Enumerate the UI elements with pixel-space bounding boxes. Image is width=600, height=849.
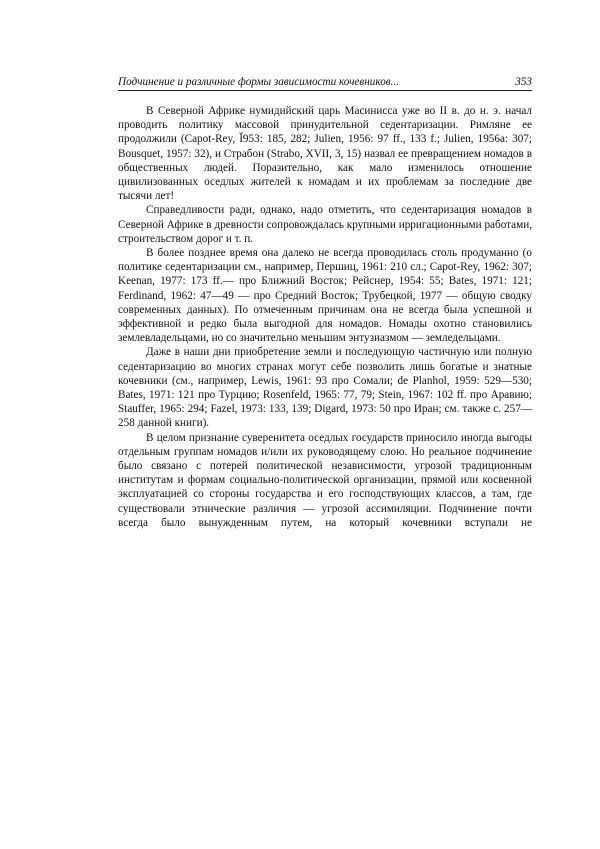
paragraph-5: В целом признание суверенитета оседлых государств приносило иногда выгоды отдельным группам номадов и/или их руководящему слою. Но реальное подчинение было связано с потерей политической независимости, угрозой традиционным институтам и формам социально-политической организации, прямой или косвенной эксплуатацией со стороны государства и его господствующих классов, а там, где существовали этнические различия — угрозой ассимиляции. Подчинение почти всегда было вынужденным путем, на который кочевники вступали не bbox=[118, 431, 532, 529]
running-title: Подчинение и различные формы зависимости кочевников... bbox=[118, 76, 400, 88]
paragraph-3: В более позднее время она далеко не всегда проводилась столь продуманно (о политике седентаризации см., например, Першиц, 1961: 210 сл.; Capot-Rey, 1962: 307; Keenan, 1977: 173 ff.— про Ближний Восток; Рейснер, 1954: 55; Bates, 1971: 121; Ferdinand, 1962: 47—49 — про Средний Восток; Трубецкой, 1977 — общую сводку современных данных). По отмеченным причинам она не всегда была успешной и эффективной и редко была выгодной для номадов. Номады охотно становились землевладельцами, но со значительно меньшим энтузиазмом — земледельцами. bbox=[118, 247, 532, 345]
paragraph-4: Даже в наши дни приобретение земли и последующую частичную или полную седентаризацию во многих странах могут себе позволить лишь богатые и знатные кочевники (см., например, Lewis, 1961: 93 про Сомали; de Planhol, 1959: 529—530; Bates, 1971: 121 про Турцию; Rosenfeld, 1965: 77, 79; Stein, 1967: 102 ff. про Аравию; Stauffer, 1965: 294; Fazel, 1973: 133, 139; Digard, 1973: 50 про Иран; см. также с. 257—258 данной книги). bbox=[118, 346, 532, 430]
paragraph-2: Справедливости ради, однако, надо отметить, что седентаризация номадов в Северной Африке в древности сопровождалась крупными ирригационными работами, строительством дорог и т. п. bbox=[118, 204, 532, 245]
paragraph-1: В Северной Африке нумидийский царь Масинисса уже во II в. до н. э. начал проводить политику массовой принудительной седентаризации. Римляне ее продолжили (Capot-Rey, Ĭ953: 185, 282; Julien, 1956: 97 ff., 133 f.; Julien, 1956a: 307; Bousquet, 1957: 32), и Страбон (Strabo, XVII, 3, 15) назвал ее превращением номадов в общественных людей. Поразительно, как мало изменилось отношение цивилизованных оседлых жителей к номадам и их проблемам за последние две тысячи лет! bbox=[118, 105, 532, 203]
body-text bbox=[118, 104, 532, 530]
running-header bbox=[118, 74, 532, 91]
page-number: 353 bbox=[515, 76, 532, 88]
